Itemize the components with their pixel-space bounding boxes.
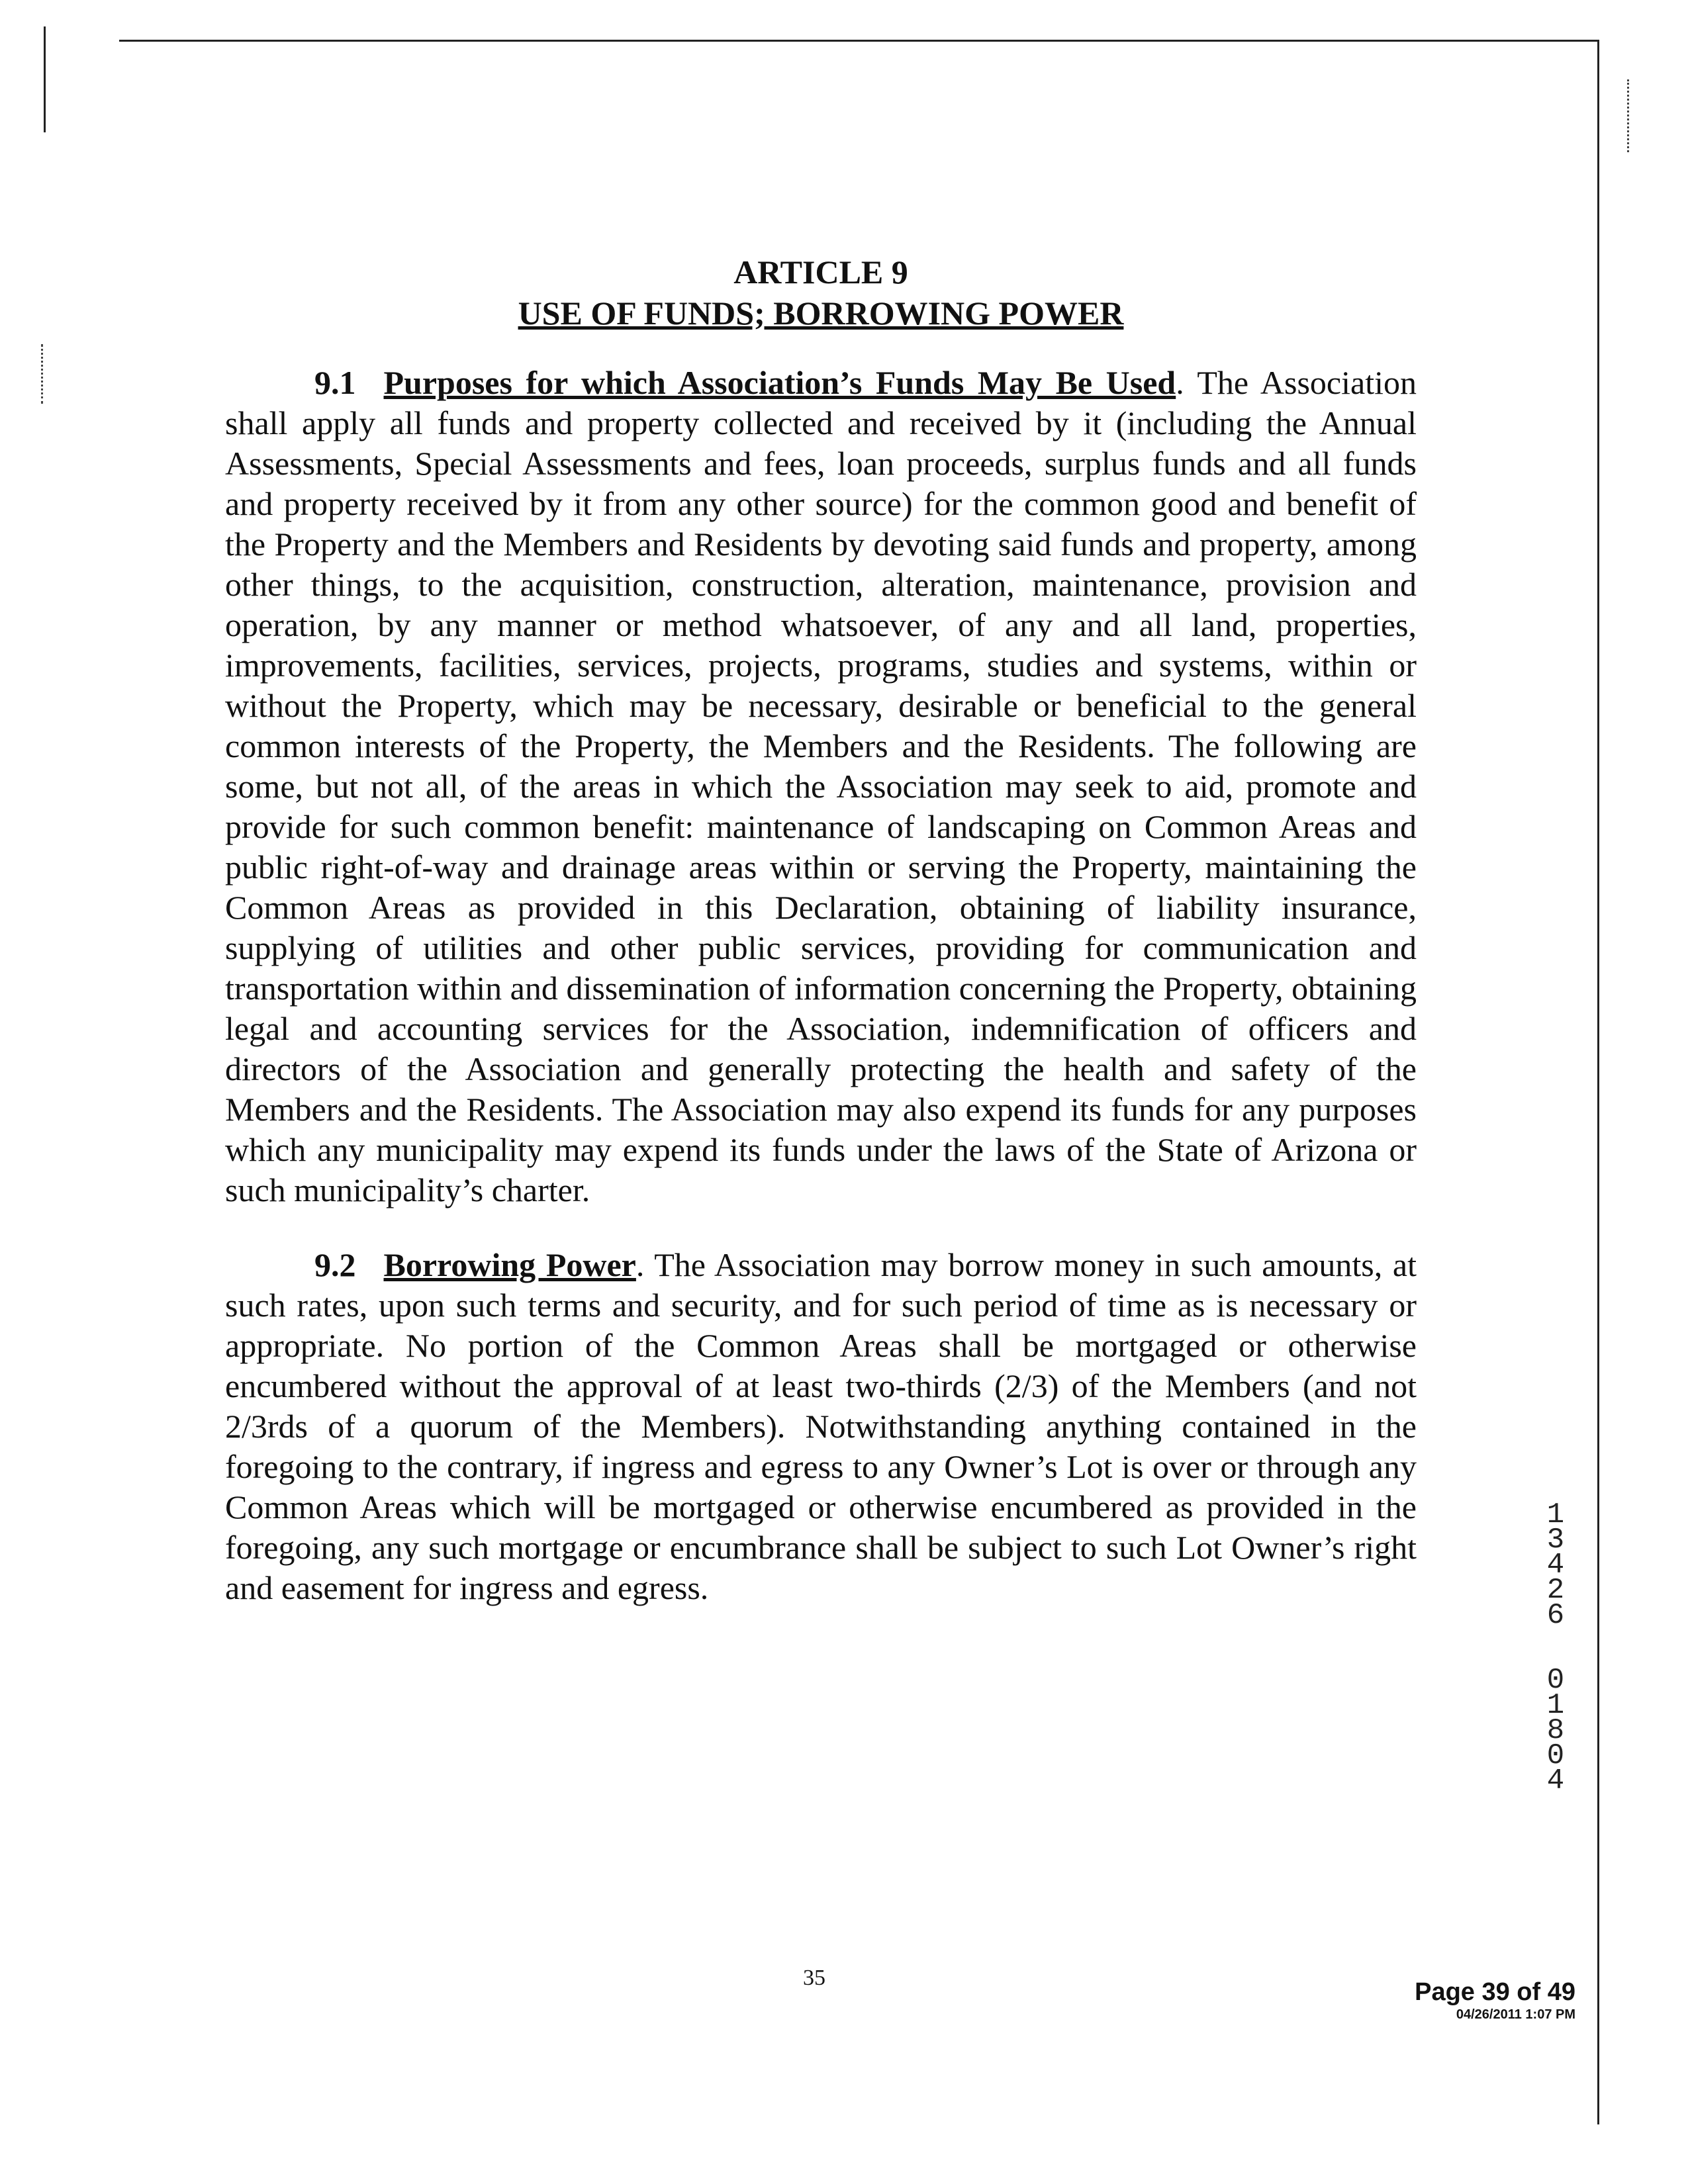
section-number: 9.2 — [314, 1246, 356, 1283]
article-subtitle: USE OF FUNDS; BORROWING POWER — [518, 295, 1124, 332]
section-9-1 — [225, 363, 1417, 1210]
scan-artifact-dots — [1627, 79, 1632, 152]
section-title: Borrowing Power — [383, 1246, 636, 1283]
page-count-stamp: Page 39 of 49 — [1415, 1978, 1575, 2006]
section-text: . The Association may borrow money in such amounts, at such rates, upon such terms and security, and for such period of time as is necessary or appropriate. No portion of the Common Areas shall be mortgaged or otherwise encumbered without the approval of at least two-thirds (2/3) of the Members (and not 2/3rds of a quorum of the Members). Notwithstanding anything contained in the foregoing to the contrary, if ingress and egress to any Owner’s Lot is over or through any Common Areas which will be mortgaged or otherwise encumbered as provided in the foregoing, any such mortgage or encumbrance shall be subject to such Lot Owner’s right and easement for ingress and egress. — [225, 1246, 1417, 1606]
page-number: 35 — [803, 1966, 825, 1990]
document-body — [225, 251, 1417, 1643]
section-text: . The Association shall apply all funds and property collected and received by it (including the Annual Assessments, Special Assessments and fees, loan proceeds, surplus funds and all funds and property received by it from any other source) for the common good and benefit of the Property and the Members and Residents by devoting said funds and property, among other things, to the acquisition, construction, alteration, maintenance, provision and operation, by any manner or method whatsoever, of any and all land, properties, improvements, facilities, services, projects, programs, studies and systems, within or without the Property, which may be necessary, desirable or beneficial to the general common interests of the Property, the Members and the Residents. The following are some, but not all, of the areas in which the Association may seek to aid, promote and provide for such common benefit: maintenance of landscaping on Common Areas and public right-of-way and drainage areas within or serving the Property, maintaining the Common Areas as provided in this Declaration, obtaining of liability insurance, supplying of utilities and other public services, providing for communication and transportation within and dissemination of information concerning the Property, obtaining legal and accounting services for the Association, indemnification of officers and directors of the Association and generally protecting the health and safety of the Members and the Residents. The Association may also expend its funds for any purposes which any municipality may expend its funds under the laws of the State of Arizona or such municipality’s charter. — [225, 364, 1417, 1208]
section-9-2 — [225, 1245, 1417, 1608]
scan-frame-left-line — [44, 26, 46, 132]
scan-frame-top-line — [119, 40, 1599, 42]
recording-number-vertical — [1536, 1498, 1575, 1797]
section-number: 9.1 — [314, 364, 356, 401]
recording-number-part2: 0 1 8 0 4 — [1546, 1664, 1565, 1797]
section-title: Purposes for which Association’s Funds May Be Used — [383, 364, 1176, 401]
timestamp-stamp: 04/26/2011 1:07 PM — [1456, 2007, 1575, 2022]
scan-artifact-dots-left — [41, 344, 45, 404]
recording-number-part1: 1 3 4 2 6 — [1546, 1498, 1565, 1632]
page-stamp — [1357, 1978, 1575, 2023]
article-heading: ARTICLE 9 — [733, 253, 908, 291]
scan-frame-right-line — [1597, 40, 1599, 2124]
